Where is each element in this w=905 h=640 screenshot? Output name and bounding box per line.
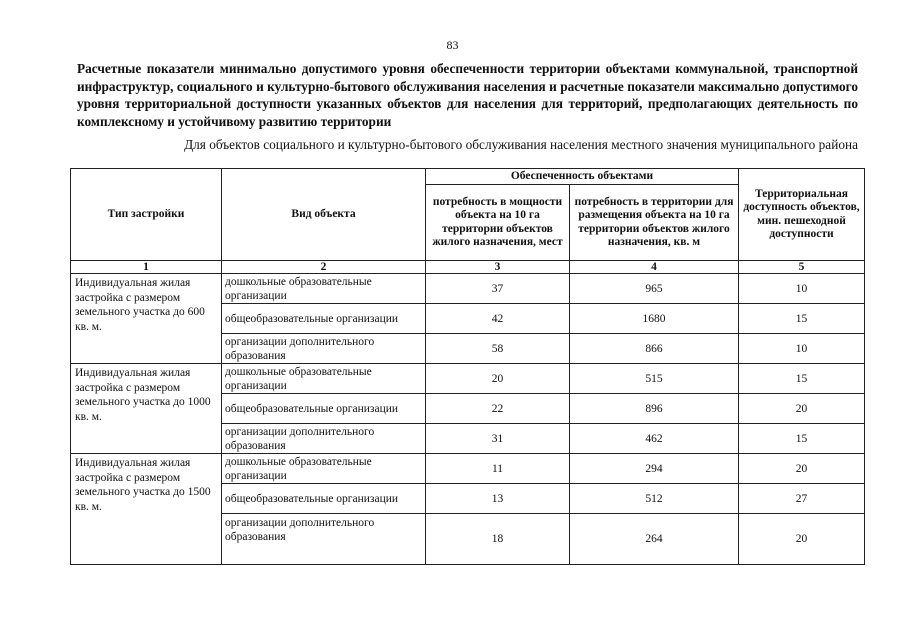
object-type-cell: дошкольные образовательные организации xyxy=(222,274,426,304)
capacity-cell: 42 xyxy=(426,304,570,334)
area-cell: 896 xyxy=(570,394,739,424)
capacity-cell: 20 xyxy=(426,364,570,394)
page-number: 83 xyxy=(446,38,459,52)
header-building-type: Тип застройки xyxy=(71,169,222,261)
document-heading: Расчетные показатели минимально допустимого уровня обеспеченности территории объектами коммунальной, транспортной инфраструктур, социального и культурно-бытового обслуживания населения и расчетные показатели максимально допустимого уровня территориальной доступности указанных объектов для населения для территорий, предполагающих деятельность по комплексному и устойчивому развитию территории xyxy=(77,61,858,129)
building-type-cell: Индивидуальная жилая застройка с размером земельного участка до 1000 кв. м. xyxy=(71,364,222,454)
header-object-type: Вид объекта xyxy=(222,169,426,261)
access-cell: 15 xyxy=(739,364,865,394)
area-cell: 512 xyxy=(570,484,739,514)
table-row xyxy=(71,274,865,304)
capacity-cell: 18 xyxy=(426,514,570,565)
access-cell: 27 xyxy=(739,484,865,514)
object-type-cell: организации дополнительного образования xyxy=(222,334,426,364)
header-area: потребность в территории для размещения объекта на 10 га территории объектов жилого назначения, кв. м xyxy=(570,185,739,261)
column-number: 2 xyxy=(222,261,426,274)
area-cell: 294 xyxy=(570,454,739,484)
area-cell: 1680 xyxy=(570,304,739,334)
column-number: 3 xyxy=(426,261,570,274)
table-row xyxy=(71,454,865,484)
header-provision-group: Обеспеченность объектами xyxy=(426,169,739,185)
column-number: 5 xyxy=(739,261,865,274)
header-accessibility: Территориальная доступность объектов, мин. пешеходной доступности xyxy=(739,169,865,261)
table-row xyxy=(71,364,865,394)
document-subheading: Для объектов социального и культурно-бытового обслуживания населения местного значения муниципального района xyxy=(184,137,858,152)
capacity-cell: 31 xyxy=(426,424,570,454)
object-type-cell: общеобразовательные организации xyxy=(222,304,426,334)
provision-table xyxy=(70,168,865,565)
area-cell: 965 xyxy=(570,274,739,304)
capacity-cell: 11 xyxy=(426,454,570,484)
building-type-cell: Индивидуальная жилая застройка с размером земельного участка до 600 кв. м. xyxy=(71,274,222,364)
column-number: 4 xyxy=(570,261,739,274)
header-capacity: потребность в мощности объекта на 10 га территории объектов жилого назначения, мест xyxy=(426,185,570,261)
object-type-cell: общеобразовательные организации xyxy=(222,484,426,514)
capacity-cell: 37 xyxy=(426,274,570,304)
object-type-cell: дошкольные образовательные организации xyxy=(222,364,426,394)
building-type-cell: Индивидуальная жилая застройка с размером земельного участка до 1500 кв. м. xyxy=(71,454,222,565)
capacity-cell: 22 xyxy=(426,394,570,424)
access-cell: 15 xyxy=(739,424,865,454)
object-type-cell: общеобразовательные организации xyxy=(222,394,426,424)
access-cell: 20 xyxy=(739,514,865,565)
access-cell: 10 xyxy=(739,274,865,304)
column-number: 1 xyxy=(71,261,222,274)
area-cell: 866 xyxy=(570,334,739,364)
object-type-cell: дошкольные образовательные организации xyxy=(222,454,426,484)
area-cell: 515 xyxy=(570,364,739,394)
access-cell: 15 xyxy=(739,304,865,334)
capacity-cell: 13 xyxy=(426,484,570,514)
access-cell: 20 xyxy=(739,454,865,484)
capacity-cell: 58 xyxy=(426,334,570,364)
object-type-cell: организации дополнительного образования xyxy=(222,424,426,454)
area-cell: 264 xyxy=(570,514,739,565)
object-type-cell: организации дополнительного образования xyxy=(222,514,426,565)
access-cell: 20 xyxy=(739,394,865,424)
access-cell: 10 xyxy=(739,334,865,364)
area-cell: 462 xyxy=(570,424,739,454)
